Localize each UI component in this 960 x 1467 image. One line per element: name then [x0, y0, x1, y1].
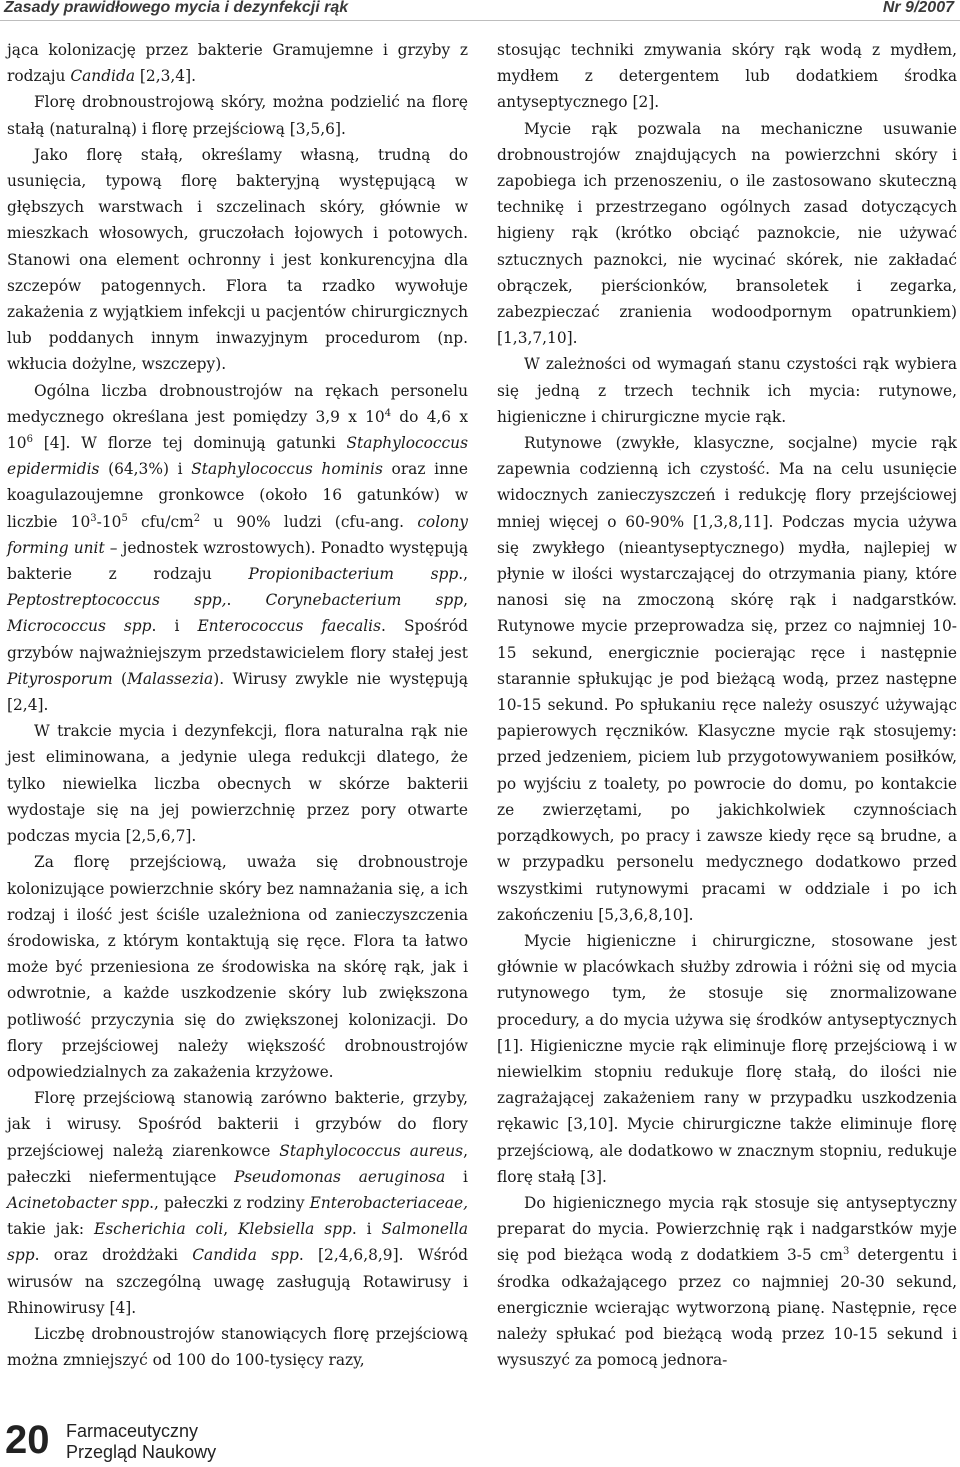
- paragraph: Rutynowe (zwykłe, klasyczne, socjalne) mycie rąk zapewnia codzienną ich czystość. Ma na celu usunięcie widocznych zanieczyszczeń i redukcję flory przejściowej mniej więcej o 60-90% [1,3,8,11]. Podczas mycia używa się zwykłego (nieantyseptycznego) mydła, najlepiej w płynie w ilości wystarczającej do otrzymania piany, które nanosi się na zmoczoną skórę rąk i nadgarstków. Rutynowe mycie przeprowadza się, przez co najmniej 10-15 sekund, energicznie pocierając ręce i następnie starannie spłukując je pod bieżącą wodą, przez następne 10-15 sekund. Po spłukaniu ręce należy osuszyć używając papierowych ręczników. Klasyczne mycie rąk stosujemy: przed jedzeniem, piciem lub przygotowywaniem posiłków, po wyjściu z toalety, po powrocie do domu, po kontakcie ze zwierzętami, po jakichkolwiek czynnościach porządkowych, po pracy i zawsze kiedy ręce są brudne, a w przypadku personelu medycznego dodatkowo przed wszystkimi rutynowymi pracami w oddziale i po ich zakończeniu [5,3,6,8,10].: [497, 434, 957, 924]
- paragraph: W zależności od wymagań stanu czystości rąk wybiera się jedną z trzech technik ich mycia: rutynowe, higieniczne i chirurgiczne mycie rąk.: [497, 355, 957, 426]
- paragraph: W trakcie mycia i dezynfekcji, flora naturalna rąk nie jest eliminowana, a jedynie ulega redukcji dlatego, że tylko niewielka liczba obecnych w skórze bakterii wydostaje się na jej powierzchnię przez pory otwarte podczas mycia [2,5,6,7].: [7, 722, 468, 846]
- paragraph: Mycie higieniczne i chirurgiczne, stosowane jest głównie w placówkach służby zdrowia i różni się od mycia rutynowego tym, że stosuje się znormalizowane procedury, a do mycia używa się środków antyseptycznych [1]. Higieniczne mycie rąk eliminuje florę przejściową i w niewielkim stopniu redukuje florę stałą, do ilości nie zagrażającej zakażeniem rany w przypadku uszkodzenia rękawic [3,10]. Mycie chirurgiczne także eliminuje florę przejściową, ale dodatkowo w znacznym stopniu, redukuje florę stałą [3].: [497, 931, 957, 1186]
- paragraph: Do higienicznego mycia rąk stosuje się antyseptyczny preparat do mycia. Powierzchnię rąk i nadgarstków myje się pod bieżąca wodą z dodatkiem 3-5 $cm^3$ detergentu i środka odkażającego przez co najmniej 20-30 sekund, energicznie wcierając wytworzoną pianę. Następnie, ręce należy spłukać pod bieżącą wodą przez 10-15 sekund i wysuszyć za pomocą jednora-: [497, 1193, 957, 1370]
- paragraph: jąca kolonizację przez bakterie Gramujemne i grzyby z rodzaju Candida [2,3,4].: [7, 41, 468, 86]
- issue-number: Nr 9/2007: [882, 0, 954, 16]
- left-column: [7, 37, 468, 1373]
- journal-name: [66, 1421, 216, 1463]
- right-column: [497, 37, 957, 1373]
- paragraph: Jako florę stałą, określamy własną, trudną do usunięcia, typową florę bakteryjną występującą w głębszych warstwach i szczelinach skóry, głównie w mieszkach włosowych, gruczołach łojowych i potowych. Stanowi ona element ochronny i jest konkurencyjna dla szczepów patogennych. Flora ta rzadko wywołuje zakażenia z wyjątkiem infekcji u pacjentów chirurgicznych lub poddanych innym inwazyjnym procedurom (np. wkłucia dożylne, wszczepy).: [7, 145, 468, 374]
- paragraph: Florę przejściową stanowią zarówno bakterie, grzyby, jak i wirusy. Spośród bakterii i grzybów do flory przejściowej należą ziarenkowce Staphylococcus aureus, pałeczki niefermentujące Pseudomonas aeruginosa i Acinetobacter spp., pałeczki z rodziny Enterobacteriaceae, takie jak: Escherichia coli, Klebsiella spp. i Salmonella spp. oraz drożdżaki Candida spp. [2,4,6,8,9]. Wśród wirusów na szczególną uwagę zasługują Rotawirusy i Rhinowirusy [4].: [7, 1089, 468, 1317]
- journal-name-line: Farmaceutyczny: [66, 1421, 199, 1441]
- paragraph: stosując techniki zmywania skóry rąk wodą z mydłem, mydłem z detergentem lub dodatkiem środka antyseptycznego [2].: [497, 41, 957, 112]
- paragraph: Florę drobnoustrojową skóry, można podzielić na florę stałą (naturalną) i florę przejściową [3,5,6].: [7, 93, 468, 138]
- paragraph: Ogólna liczba drobnoustrojów na rękach personelu medycznego określana jest pomiędzy 3,9 x $10^4$ do 4,6 x $10^6$ [4]. W florze tej dominują gatunki Staphylococcus epidermidis (64,3%) i Staphylococcus hominis oraz inne koagulazoujemne gronkowce (około 16 gatunków) w liczbie $10^3-10^5$ cfu/$cm^2$ u 90% ludzi (cfu-ang. colony forming unit – jednostek wzrostowych). Ponadto występują bakterie z rodzaju Propionibacterium spp., Peptostreptococcus spp,. Corynebacterium spp, Micrococcus spp. i Enterococcus faecalis. Spośród grzybów najważniejszym przedstawicielem flory stałej jest Pityrosporum (Malassezia). Wirusy zwykle nie występują [2,4].: [7, 381, 469, 715]
- running-header-title: Zasady prawidłowego mycia i dezynfekcji rąk: [4, 0, 349, 16]
- journal-name-line: Przegląd Naukowy: [66, 1442, 217, 1462]
- paragraph: Mycie rąk pozwala na mechaniczne usuwanie drobnoustrojów znajdujących na powierzchni skóry i zapobiega ich przenoszeniu, o ile zastosowano skuteczną technikę i przestrzegano ogólnych zasad dotyczących higieny rąk (krótko obciąć paznokcie, nie używać sztucznych paznokci, nie wycinać skórek, nie zakładać obrączek, pierścionków, bransoletek i zegarka, zabezpieczać zranienia wodoodpornym opatrunkiem) [1,3,7,10].: [497, 119, 957, 348]
- paragraph: Liczbę drobnoustrojów stanowiących florę przejściową można zmniejszyć od 100 do 100-tysięcy razy,: [7, 1324, 468, 1370]
- page-footer: [0, 1412, 300, 1467]
- paragraph: Za florę przejściową, uważa się drobnoustroje kolonizujące powierzchnie skóry bez namnażania się, a ich rodzaj i ilość jest ściśle uzależniona od zanieczyszczenia środowiska, z którym kontaktują się ręce. Flora ta łatwo może być przeniesiona ze środowiska na skórę rąk, jak i odwrotnie, a każde uszkodzenie skóry lub zwiększona potliwość przyczynia się do zwiększonej kolonizacji. Do flory przejściowej należy większość drobnoustrojów odpowiedzialnych za zakażenia krzyżowe.: [7, 853, 468, 1081]
- page-number: 20: [5, 1418, 50, 1462]
- running-header: [0, 0, 960, 21]
